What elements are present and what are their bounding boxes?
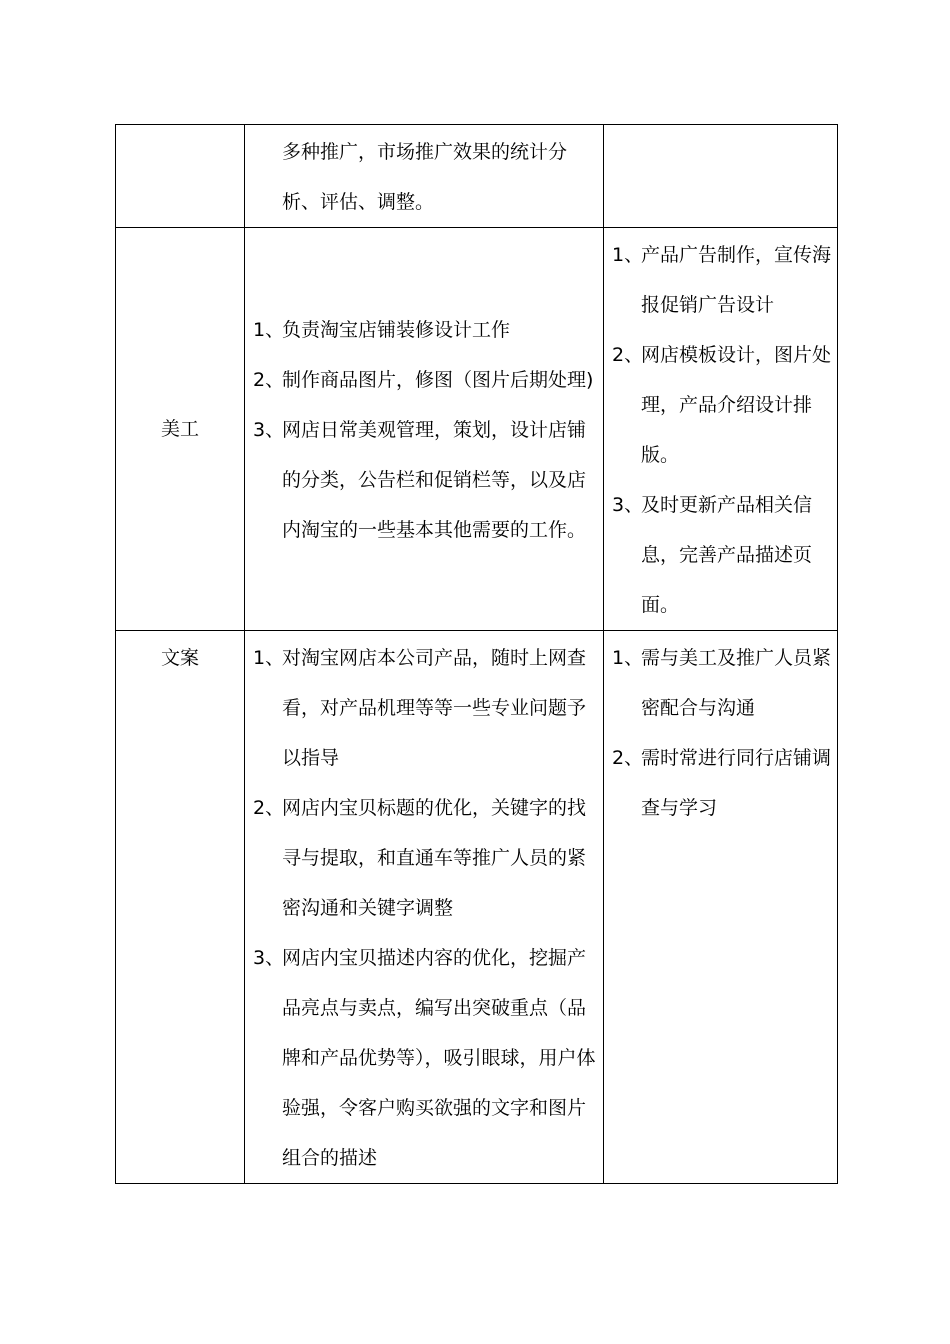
item-text: 产品广告制作，宣传海报促销广告设计 [641, 244, 832, 316]
table-row [116, 228, 838, 631]
item-text: 网店内宝贝标题的优化，关键字的找寻与提取，和直通车等推广人员的紧密沟通和关键字调整 [282, 797, 587, 919]
item-number: 1、 [253, 319, 285, 341]
item-text: 网店内宝贝描述内容的优化，挖掘产品亮点与卖点，编写出突破重点（品牌和产品优势等），吸引眼球，用户体验强，令客户购买欲强的文字和图片组合的描述 [282, 947, 596, 1169]
table-row [116, 125, 838, 228]
table-row [116, 631, 838, 1184]
list-item [253, 933, 597, 1183]
requirements-cell [604, 228, 838, 631]
item-number: 2、 [612, 344, 644, 366]
item-number: 3、 [253, 419, 285, 441]
requirements-list [612, 230, 831, 630]
item-text: 对淘宝网店本公司产品，随时上网查看，对产品机理等等一些专业问题予以指导 [282, 647, 587, 769]
list-item [612, 633, 831, 733]
list-item [253, 783, 597, 933]
item-text: 需与美工及推广人员紧密配合与沟通 [641, 647, 832, 719]
duties-list [253, 633, 597, 1183]
list-item [253, 633, 597, 783]
role-cell: 美工 [116, 228, 245, 631]
requirements-cell [604, 631, 838, 1184]
role-cell: 文案 [116, 631, 245, 1184]
duties-list [253, 305, 597, 555]
item-text: 制作商品图片，修图（图片后期处理) [282, 369, 594, 391]
list-item [612, 480, 831, 630]
job-duties-table [115, 124, 838, 1184]
item-number: 3、 [612, 494, 644, 516]
item-text: 及时更新产品相关信息，完善产品描述页面。 [641, 494, 813, 616]
requirements-cell [604, 125, 838, 228]
list-item [253, 355, 597, 405]
list-item [253, 305, 597, 355]
item-text: 网店模板设计，图片处理，产品介绍设计排版。 [641, 344, 832, 466]
item-number: 3、 [253, 947, 285, 969]
duties-cell [245, 228, 604, 631]
item-number: 1、 [253, 647, 285, 669]
list-item [612, 230, 831, 330]
requirements-list [612, 633, 831, 833]
list-item [253, 405, 597, 555]
duties-text: 多种推广，市场推广效果的统计分析、评估、调整。 [282, 141, 568, 213]
item-number: 1、 [612, 647, 644, 669]
duties-cell [245, 631, 604, 1184]
item-number: 1、 [612, 244, 644, 266]
item-text: 网店日常美观管理，策划，设计店铺的分类，公告栏和促销栏等，以及店内淘宝的一些基本其他需要的工作。 [282, 419, 587, 541]
item-text: 需时常进行同行店铺调查与学习 [641, 747, 832, 819]
item-number: 2、 [253, 369, 285, 391]
role-cell [116, 125, 245, 228]
list-item [612, 330, 831, 480]
duties-cell [245, 125, 604, 228]
item-number: 2、 [253, 797, 285, 819]
item-text: 负责淘宝店铺装修设计工作 [282, 319, 511, 341]
item-number: 2、 [612, 747, 644, 769]
list-item [612, 733, 831, 833]
